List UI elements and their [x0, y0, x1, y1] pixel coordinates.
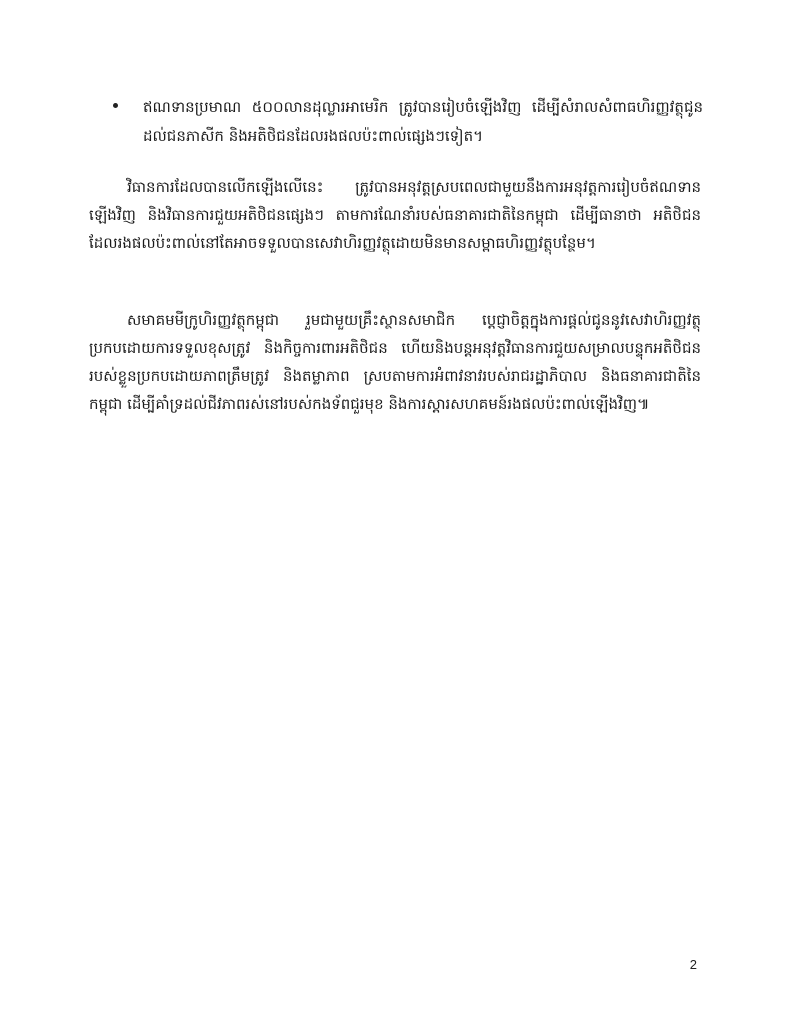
bullet-list [113, 93, 703, 151]
paragraph-measures: វិធានការដែលបានលើកឡើងលើនេះ ត្រូវបានអនុវត្តស្របពេលជាមួយនឹងការអនុវត្តការរៀបចំឥណទានឡើងវិញ និងវិធានការជួយអតិថិជនផ្សេងៗ តាមការណែនាំរបស់ធនាគារជាតិនៃកម្ពុជា ដើម្បីធានាថា អតិថិជនដែលរងផលប៉ះពាល់នៅតែអាចទទួលបានសេវាហិរញ្ញវត្ថុដោយមិនមានសម្ពាធហិរញ្ញវត្ថុបន្ថែម។ [89, 178, 701, 252]
bullet-item-text: ឥណទានប្រមាណ ៥០០លានដុល្លារអាមេរិក ត្រូវបានរៀបចំឡើងវិញ ដើម្បីសំរាលសំពាធហិរញ្ញវត្ថុជូនដល់ជនភាសីក និងអតិថិជនដែលរងផលប៉ះពាល់ផ្សេងៗទៀត។ [143, 98, 703, 145]
bullet-marker [113, 103, 118, 108]
paragraph-commitment: សមាគមមីក្រូហិរញ្ញវត្ថុកម្ពុជា រួមជាមួយគ្រឹះស្ថានសមាជិក ប្តេជ្ញាចិត្តក្នុងការផ្តល់ជូននូវសេវាហិរញ្ញវត្ថុប្រកបដោយការទទួលខុសត្រូវ និងកិច្ចការពារអតិថិជន ហើយនិងបន្តអនុវត្តវិធានការជួយសម្រាលបន្ទុកអតិថិជនរបស់ខ្លួនប្រកបដោយភាពត្រឹមត្រូវ និងតម្លាភាព ស្របតាមការអំពាវនាវរបស់រាជរដ្ឋាភិបាល និងធនាគារជាតិនៃកម្ពុជា ដើម្បីគាំទ្រដល់ជីវភាពរស់នៅរបស់កងទ័ពជួរមុខ និងការស្តារសហគមន៍រងផលប៉ះពាល់ឡើងវិញ៕ [89, 311, 701, 413]
page-number: 2 [689, 957, 697, 972]
